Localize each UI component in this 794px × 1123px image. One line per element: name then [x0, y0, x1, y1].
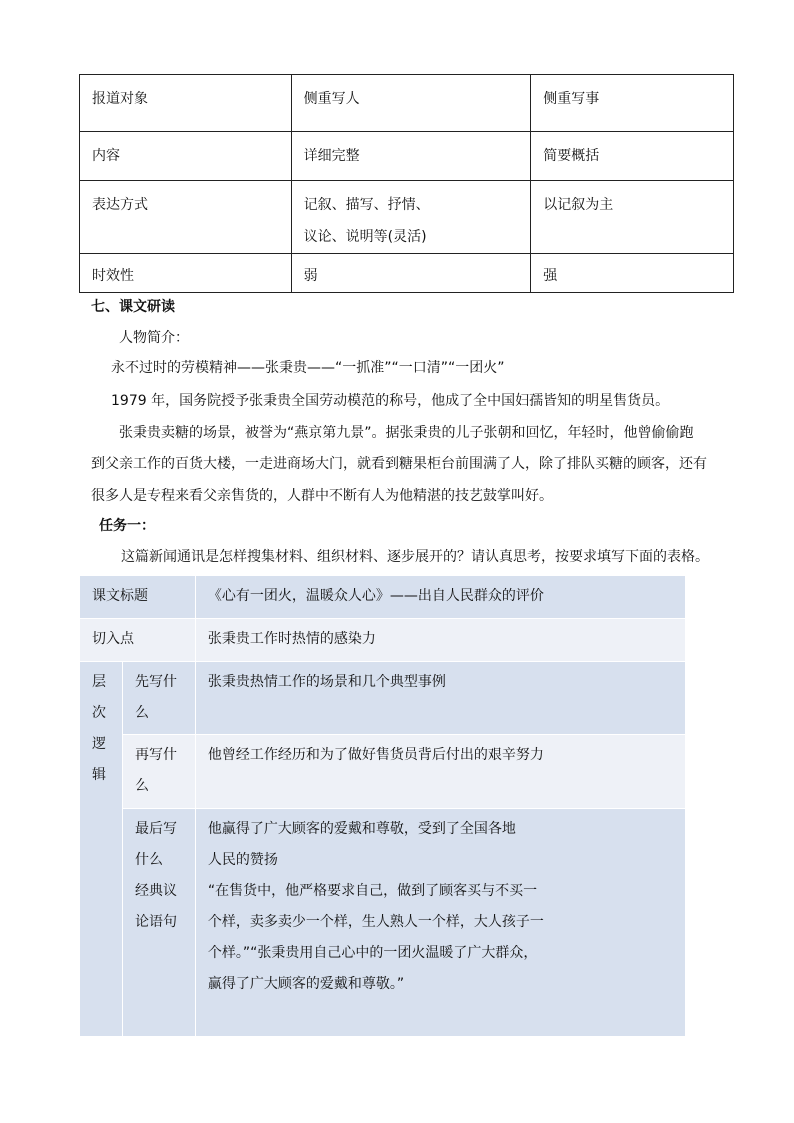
- task-prompt: 这篇新闻通讯是怎样搜集材料、组织材料、逐步展开的？请认真思考，按要求填写下面的表格。: [121, 549, 709, 565]
- cell-text: 时效性: [92, 268, 134, 284]
- cell-text: “在售货中，他严格要求自己，做到了顾客买与不买一: [207, 883, 538, 899]
- cell-text: 什么: [134, 852, 163, 868]
- cell-text: 个样，卖多卖少一个样，生人熟人一个样，大人孩子一: [207, 914, 544, 930]
- table-cell: [291, 75, 531, 132]
- table-cell: [122, 735, 195, 809]
- intro-line: 1979 年，国务院授予张秉贵全国劳动模范的称号，他成了全中国妇孺皆知的明星售货员。: [111, 393, 670, 409]
- table-cell: [195, 619, 685, 662]
- cell-text: 表达方式: [92, 197, 148, 213]
- cell-text: 以记叙为主: [543, 197, 614, 213]
- intro-label: 人物简介：: [119, 330, 189, 346]
- table-cell: [80, 254, 292, 293]
- table-row: [80, 132, 734, 181]
- cell-text: 再写什: [134, 747, 177, 763]
- cell-text: 内容: [92, 148, 120, 164]
- table-cell: [291, 254, 531, 293]
- table-cell: [122, 662, 195, 735]
- table-row: [80, 576, 686, 619]
- intro-line: 永不过时的劳模精神——张秉贵——“一抓准”“一口清”“一团火”: [111, 360, 505, 376]
- analysis-table: [79, 575, 686, 1037]
- cell-text: 记叙、描写、抒情、: [303, 197, 430, 213]
- cell-text: 逻: [92, 736, 106, 752]
- cell-text: 辑: [92, 767, 106, 783]
- table-cell: [80, 576, 196, 619]
- cell-text: 经典议: [134, 883, 177, 899]
- cell-text: 人民的赞扬: [207, 852, 278, 868]
- paragraph-line: 张秉贵卖糖的场景，被誉为“燕京第九景”。据张秉贵的儿子张朝和回忆，年轻时，他曾偷偷跑: [119, 425, 694, 441]
- table-row: [80, 619, 686, 662]
- cell-text: 么: [134, 705, 149, 721]
- cell-text: 简要概括: [543, 148, 600, 164]
- table-cell: [80, 619, 196, 662]
- table-cell: [80, 181, 292, 254]
- cell-text: 最后写: [134, 821, 177, 837]
- paragraph-line: 很多人是专程来看父亲售货的，人群中不断有人为他精湛的技艺鼓掌叫好。: [91, 488, 553, 504]
- table-row: [80, 254, 734, 293]
- paragraph-line: 到父亲工作的百货大楼，一走进商场大门，就看到糖果柜台前围满了人，除了排队买糖的顾客，还有: [91, 456, 707, 472]
- cell-text: 《心有一团火，温暖众人心》——出自人民群众的评价: [207, 588, 544, 604]
- table-cell: [80, 132, 292, 181]
- table-cell: [80, 662, 123, 1037]
- cell-text: 侧重写事: [543, 91, 600, 107]
- table-cell: [195, 662, 685, 735]
- table-cell: [80, 75, 292, 132]
- table-cell: [531, 132, 734, 181]
- cell-text: 强: [543, 268, 558, 284]
- cell-text: 议论、说明等(灵活): [303, 229, 427, 245]
- table-cell: [531, 254, 734, 293]
- table-row: [80, 809, 686, 1037]
- cell-text: 个样。”“张秉贵用自己心中的一团火温暖了广大群众，: [207, 945, 538, 961]
- cell-text: 赢得了广大顾客的爱戴和尊敬。”: [207, 976, 405, 992]
- cell-text: 课文标题: [92, 588, 148, 604]
- cell-text: 层: [92, 674, 106, 690]
- table-cell: [195, 735, 685, 809]
- table-row: [80, 181, 734, 254]
- table-row: [80, 75, 734, 132]
- cell-text: 张秉贵工作时热情的感染力: [207, 631, 376, 647]
- cell-text: 切入点: [92, 631, 134, 647]
- table-cell: [291, 181, 531, 254]
- cell-text: 么: [134, 778, 149, 794]
- cell-text: 他曾经工作经历和为了做好售货员背后付出的艰辛努力: [207, 747, 544, 763]
- cell-text: 详细完整: [303, 148, 360, 164]
- table-cell: [531, 181, 734, 254]
- table-cell: [122, 809, 195, 1037]
- table-cell: [195, 809, 685, 1037]
- cell-text: 报道对象: [92, 91, 148, 107]
- task-heading: 任务一：: [99, 518, 155, 534]
- cell-text: 侧重写人: [303, 91, 360, 107]
- cell-text: 弱: [303, 268, 318, 284]
- table-row: [80, 662, 686, 735]
- cell-text: 张秉贵热情工作的场景和几个典型事例: [207, 674, 446, 690]
- table-row: [80, 735, 686, 809]
- cell-text: 他赢得了广大顾客的爱戴和尊敬，受到了全国各地: [207, 821, 516, 837]
- table-cell: [531, 75, 734, 132]
- comparison-table: [79, 74, 734, 293]
- table-cell: [195, 576, 685, 619]
- section-heading: 七、课文研读: [91, 299, 175, 315]
- cell-text: 次: [92, 705, 106, 721]
- table-cell: [291, 132, 531, 181]
- cell-text: 论语句: [134, 914, 177, 930]
- cell-text: 先写什: [134, 674, 177, 690]
